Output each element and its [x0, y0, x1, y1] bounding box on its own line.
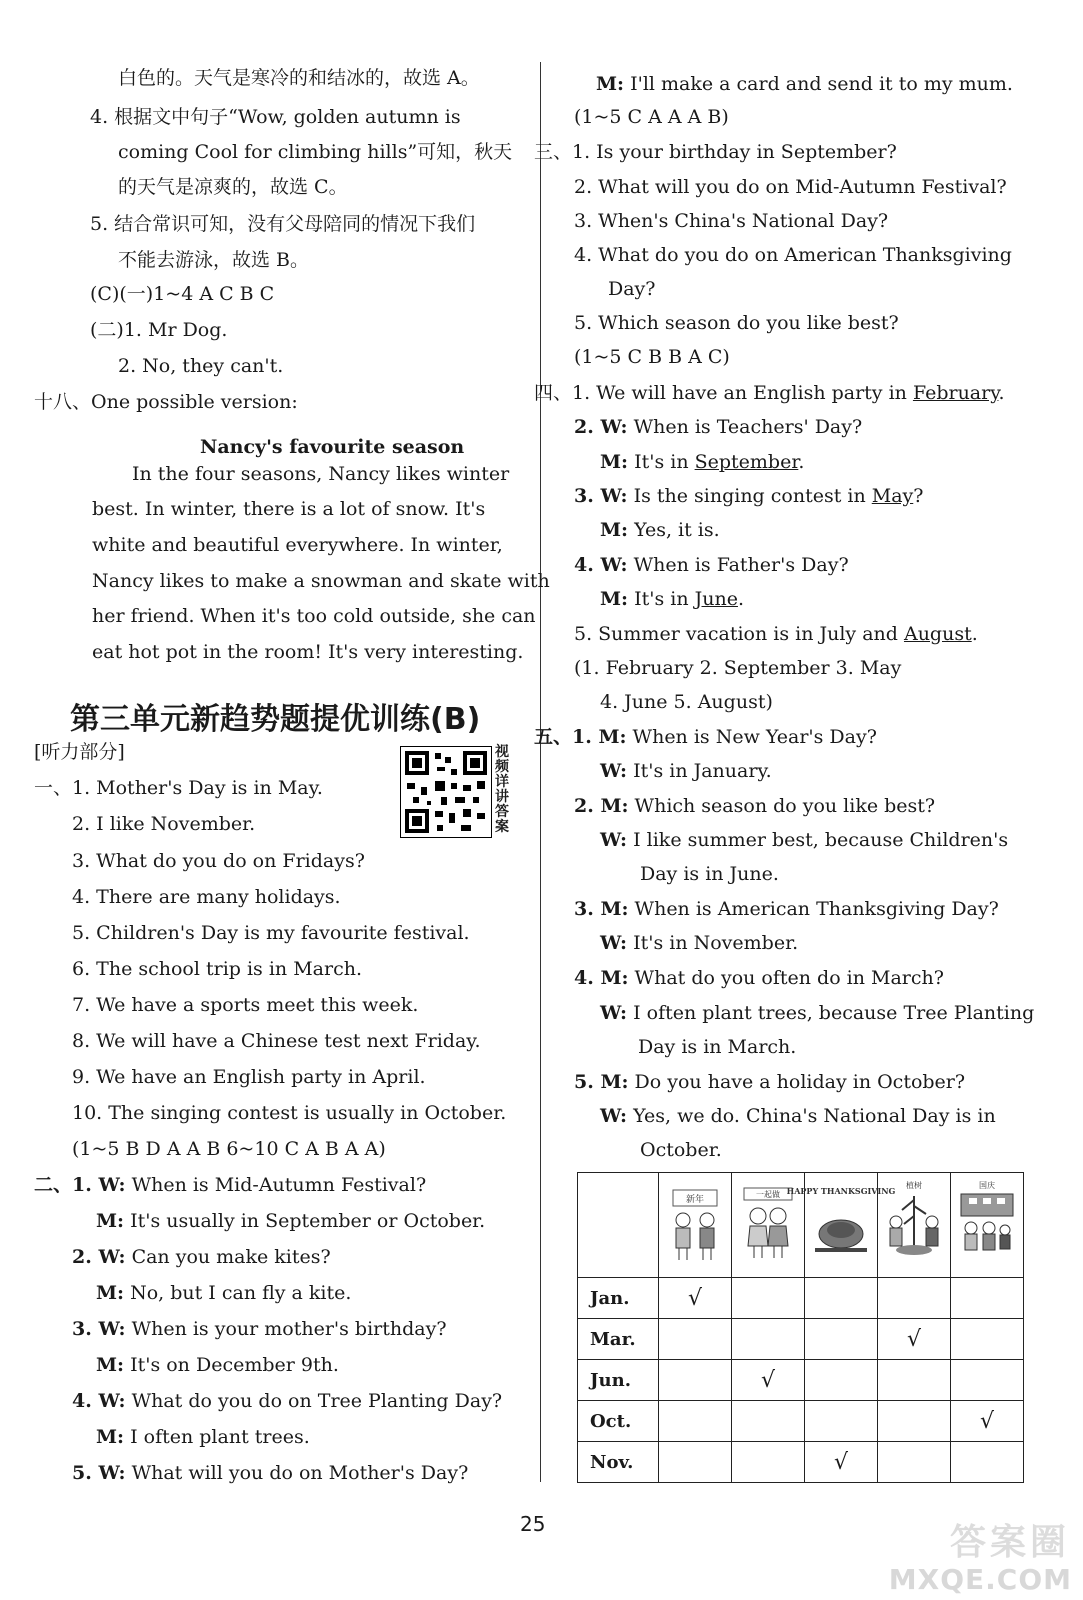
table-row-jun [578, 1360, 1024, 1401]
speaker: 5. W: [72, 1462, 126, 1484]
speaker: W: [600, 760, 628, 782]
speaker: M: [600, 588, 629, 610]
utterance: No, but I can fly a kite. [130, 1282, 352, 1304]
q3-line: Day? [608, 278, 656, 300]
speaker: 2. W: [72, 1246, 126, 1268]
text-line: (C)(一)1~4 A C B C [90, 283, 275, 305]
q5-line [600, 1001, 1034, 1025]
table-row-oct [578, 1401, 1024, 1442]
text: . [798, 451, 805, 473]
empty-cell [659, 1319, 732, 1360]
text-line: (二)1. Mr Dog. [90, 319, 228, 341]
speaker: M: [600, 451, 629, 473]
utterance: What will you do on Mother's Day? [131, 1462, 469, 1484]
empty-cell [951, 1442, 1024, 1483]
q3-line: 3. When's China's National Day? [574, 210, 889, 232]
empty-cell [878, 1442, 951, 1483]
watermark-logo: 答案圈 [949, 1522, 1070, 1563]
text-line: 十八、One possible version: [34, 391, 298, 413]
q4-line [600, 518, 720, 542]
text: 5. Summer vacation is in July and [574, 623, 904, 645]
q1-line: 3. What do you do on Fridays? [72, 850, 365, 872]
speaker: 3. W: [574, 485, 628, 507]
empty-cell [732, 1319, 805, 1360]
essay-line: best. In winter, there is a lot of snow. It's [92, 498, 486, 520]
answer-word: June [694, 588, 738, 610]
qr-caption: 视频详讲答案 [495, 744, 509, 835]
utterance: I often plant trees, because Tree Planting [633, 1002, 1035, 1024]
empty-cell [805, 1360, 878, 1401]
q1-line: 10. The singing contest is usually in October. [72, 1102, 507, 1124]
watermark-url: MXQE.COM [888, 1563, 1072, 1596]
utterance: Yes, we do. China's National Day is in [633, 1105, 996, 1127]
q2-line [34, 1173, 426, 1197]
speaker: 二、1. W: [34, 1174, 126, 1196]
q4-answer: (1. February 2. September 3. May [574, 657, 902, 679]
q2-line [96, 1209, 485, 1233]
utterance: It's usually in September or October. [130, 1210, 486, 1232]
pic-label: 一起做 [756, 1190, 780, 1199]
table-row-nov [578, 1442, 1024, 1483]
q4-line [574, 415, 862, 439]
utterance: Day is in June. [640, 863, 779, 885]
text: . [737, 588, 744, 610]
watermark [868, 1512, 1078, 1600]
pic-label: 新年 [685, 1195, 705, 1205]
month-label: Jan. [578, 1278, 659, 1319]
empty-cell [951, 1319, 1024, 1360]
q2-line [96, 1353, 339, 1377]
qr-code-icon [401, 747, 491, 837]
utterance: When is Father's Day? [633, 554, 849, 576]
answer-word: February [912, 382, 999, 404]
speaker: 3. W: [72, 1318, 126, 1340]
speaker: M: [96, 1282, 125, 1304]
column-divider [540, 62, 541, 1482]
tree-planting-picture-icon [882, 1176, 946, 1268]
q2-line [96, 1281, 351, 1305]
speaker: 2. M: [574, 795, 629, 817]
speaker: 4. M: [574, 967, 629, 989]
q5-line [574, 1070, 965, 1094]
utterance: When is your mother's birthday? [131, 1318, 447, 1340]
utterance: Do you have a holiday in October? [634, 1071, 966, 1093]
check-cell: √ [805, 1442, 878, 1483]
speaker: W: [600, 1105, 628, 1127]
q5-line [638, 1035, 796, 1059]
corner-cell [578, 1173, 659, 1278]
speaker: 5. M: [574, 1071, 629, 1093]
essay-line: In the four seasons, Nancy likes winter [132, 463, 510, 485]
q3-line: 4. What do you do on American Thanksgiving [574, 244, 1012, 266]
answer-word: May [871, 485, 914, 507]
utterance: October. [640, 1139, 722, 1161]
text: . [998, 382, 1005, 404]
section-title: 第三单元新趋势题提优训练(B) [70, 702, 481, 737]
qr-code[interactable] [400, 746, 492, 838]
empty-cell [659, 1442, 732, 1483]
q5-line [600, 1104, 996, 1128]
picture-cell-national-day [951, 1173, 1024, 1278]
pic-label: 国庆 [979, 1181, 995, 1190]
q5-line [574, 966, 944, 990]
q4-line [600, 450, 804, 474]
text-line: 不能去游泳，故选 B。 [118, 249, 310, 271]
month-label: Jun. [578, 1360, 659, 1401]
utterance: When is Teachers' Day? [633, 416, 863, 438]
speaker: M: [96, 1210, 125, 1232]
q4-line [534, 381, 1004, 405]
q5-line [534, 725, 877, 749]
speaker: 4. W: [72, 1390, 126, 1412]
q1-line: 2. I like November. [72, 813, 256, 835]
text-line: 的天气是凉爽的，故选 C。 [118, 176, 348, 198]
text-line: coming Cool for climbing hills”可知，秋天 [118, 141, 513, 163]
utterance: Which season do you like best? [634, 795, 936, 817]
empty-cell [732, 1278, 805, 1319]
text: ? [913, 485, 924, 507]
q5-line [640, 1138, 722, 1162]
text-line [596, 72, 1013, 96]
empty-cell [878, 1278, 951, 1319]
pic-label: 植树 [906, 1181, 922, 1190]
table-row-mar [578, 1319, 1024, 1360]
empty-cell [805, 1278, 878, 1319]
check-cell: √ [878, 1319, 951, 1360]
empty-cell [878, 1401, 951, 1442]
utterance: Can you make kites? [131, 1246, 331, 1268]
thanksgiving-picture-icon [786, 1176, 896, 1268]
utterance: It's on December 9th. [130, 1354, 339, 1376]
check-cell: √ [732, 1360, 805, 1401]
speaker: W: [600, 829, 628, 851]
empty-cell [951, 1360, 1024, 1401]
essay-line: white and beautiful everywhere. In winter, [92, 534, 503, 556]
month-label: Nov. [578, 1442, 659, 1483]
text: It's in [634, 588, 695, 610]
q4-line [574, 622, 978, 646]
page-number: 25 [520, 1512, 546, 1536]
speaker: W: [600, 932, 628, 954]
answer-table [577, 1172, 1024, 1483]
picture-cell-new-year [659, 1173, 732, 1278]
text-line: 5. 结合常识可知，没有父母陪同的情况下我们 [90, 213, 476, 235]
text: Is the singing contest in [633, 485, 872, 507]
utterance: When is American Thanksgiving Day? [634, 898, 999, 920]
pic-label: HAPPY THANKSGIVING [786, 1186, 896, 1196]
listening-label: [听力部分] [34, 741, 125, 763]
q5-line [574, 897, 999, 921]
utterance: What do you do on Tree Planting Day? [131, 1390, 503, 1412]
q1-line: 5. Children's Day is my favourite festival. [72, 922, 470, 944]
essay-title: Nancy's favourite season [200, 436, 465, 458]
speaker: W: [600, 1002, 628, 1024]
q1-answer: (1~5 B D A A B 6~10 C A B A A) [72, 1138, 386, 1160]
q3-line: 三、1. Is your birthday in September? [534, 141, 897, 163]
check-cell: √ [951, 1401, 1024, 1442]
q1-line: 8. We will have a Chinese test next Friday. [72, 1030, 481, 1052]
q4-line [574, 484, 923, 508]
q3-line: 5. Which season do you like best? [574, 312, 899, 334]
month-label: Mar. [578, 1319, 659, 1360]
month-label: Oct. [578, 1401, 659, 1442]
utterance: I often plant trees. [130, 1426, 310, 1448]
speaker: 五、1. M: [534, 726, 627, 748]
table-row-jan [578, 1278, 1024, 1319]
utterance: I like summer best, because Children's [633, 829, 1009, 851]
speaker: M: [600, 519, 629, 541]
empty-cell [732, 1401, 805, 1442]
empty-cell [732, 1442, 805, 1483]
utterance: Yes, it is. [634, 519, 720, 541]
utterance: When is Mid-Autumn Festival? [131, 1174, 427, 1196]
answer-line: (1~5 C A A A B) [574, 106, 729, 128]
q5-line [574, 794, 935, 818]
text-line: 2. No, they can't. [118, 355, 284, 377]
answer-word: August [903, 623, 972, 645]
text: . [971, 623, 978, 645]
q4-line [574, 553, 849, 577]
q3-answer: (1~5 C B B A C) [574, 346, 730, 368]
picture-cell-tree-planting [878, 1173, 951, 1278]
speaker: 3. M: [574, 898, 629, 920]
empty-cell [951, 1278, 1024, 1319]
empty-cell [659, 1360, 732, 1401]
check-cell: √ [659, 1278, 732, 1319]
speaker: M: [96, 1354, 125, 1376]
q1-line: 9. We have an English party in April. [72, 1066, 426, 1088]
table-header-row [578, 1173, 1024, 1278]
q5-line [600, 931, 798, 955]
q1-line: 6. The school trip is in March. [72, 958, 362, 980]
speaker: 2. W: [574, 416, 628, 438]
empty-cell [878, 1360, 951, 1401]
q4-line [600, 587, 744, 611]
speaker: M: [596, 73, 625, 95]
q1-line: 7. We have a sports meet this week. [72, 994, 419, 1016]
q2-line [72, 1317, 447, 1341]
text-line: 白色的。天气是寒冷的和结冰的，故选 A。 [118, 67, 480, 89]
utterance: What do you often do in March? [634, 967, 944, 989]
speaker: 4. W: [574, 554, 628, 576]
text-line: 4. 根据文中句子“Wow, golden autumn is [90, 106, 461, 128]
q5-line [600, 828, 1008, 852]
essay-line: Nancy likes to make a snowman and skate with [92, 570, 550, 592]
q4-answer: 4. June 5. August) [600, 691, 773, 713]
text: 四、1. We will have an English party in [534, 382, 913, 404]
utterance: It's in January. [633, 760, 772, 782]
q1-line: 4. There are many holidays. [72, 886, 341, 908]
answer-word: September [694, 451, 799, 473]
empty-cell [805, 1319, 878, 1360]
q2-line [72, 1245, 331, 1269]
q5-line [640, 862, 779, 886]
text: It's in [634, 451, 695, 473]
q1-line: 一、1. Mother's Day is in May. [34, 777, 323, 799]
essay-line: eat hot pot in the room! It's very interesting. [92, 641, 524, 663]
new-year-picture-icon [663, 1176, 727, 1268]
speaker: M: [96, 1426, 125, 1448]
q2-line [72, 1389, 502, 1413]
q5-line [600, 759, 772, 783]
utterance: It's in November. [633, 932, 799, 954]
utterance: Day is in March. [638, 1036, 797, 1058]
empty-cell [805, 1401, 878, 1442]
q2-line [96, 1425, 310, 1449]
utterance: When is New Year's Day? [632, 726, 877, 748]
national-day-picture-icon [955, 1176, 1019, 1268]
picture-cell-thanksgiving [786, 1173, 896, 1278]
utterance: I'll make a card and send it to my mum. [630, 73, 1013, 95]
essay-line: her friend. When it's too cold outside, she can [92, 605, 536, 627]
q2-line [72, 1461, 468, 1485]
q3-line: 2. What will you do on Mid-Autumn Festival? [574, 176, 1007, 198]
empty-cell [659, 1401, 732, 1442]
